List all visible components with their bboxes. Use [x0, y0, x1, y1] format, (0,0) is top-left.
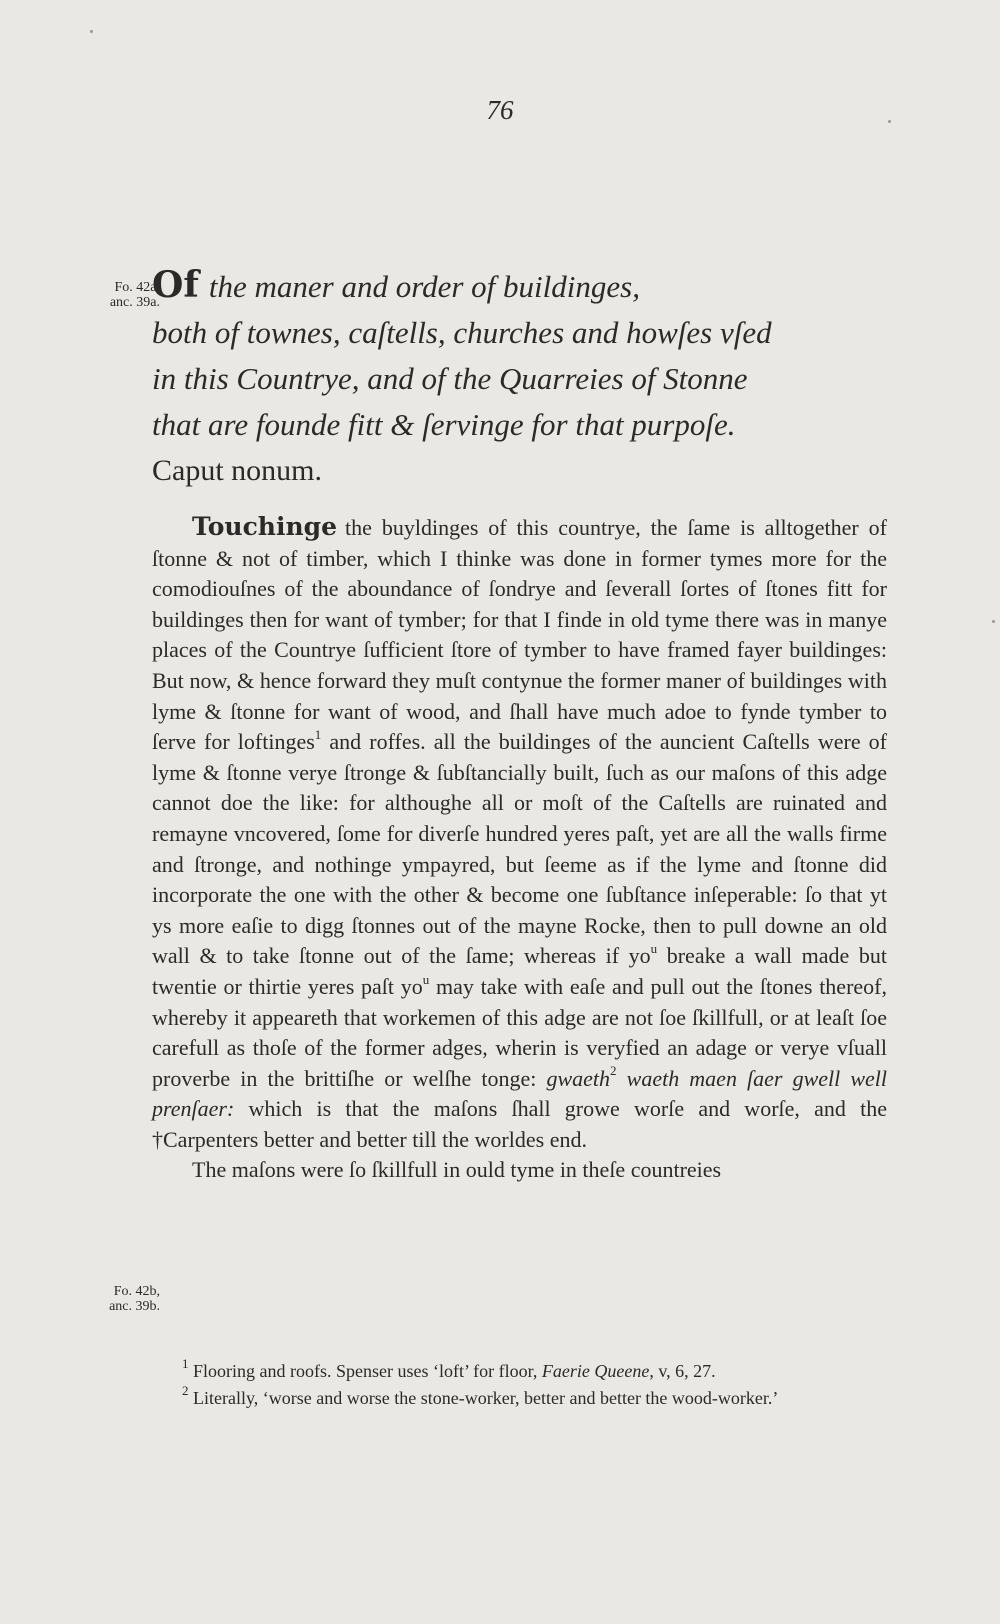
lead-word: Touchinge — [192, 512, 338, 541]
chapter-number: Caput nonum. — [152, 454, 322, 487]
heading-line-text: the maner and order of buildinges, — [208, 269, 640, 304]
margin-note-bottom — [80, 1284, 160, 1314]
footnote-work-title: Faerie Queene — [541, 1361, 650, 1381]
margin-note-line: Fo. 42b, — [113, 1284, 160, 1299]
text-run: which is that the maſons ſhall growe worſe and worſe, and the — [234, 1096, 887, 1122]
text-run: and roffes. all the buildinges of the auncient Caſtells were of lyme & ſtonne verye ſtronge & ſubſtancially built, ſuch as our maſons of this adge cannot doe the like: for althoughe all or moſt of the Caſtells are ruinated and remayne vncovered, ſome for diverſe hundred yeres paſt, yet are all the walls firme and ſtronge, and nothinge ympayred, but ſeeme as if the lyme and ſtonne did incorporate the one with the other & become one ſubſtance inſeperable: ſo that yt ys more eaſie to digg ſtonnes out of the mayne Rocke, then to pull downe an old wall & to take ſtonne out of the ſame; whereas if yo — [152, 729, 887, 969]
superscript: u — [422, 971, 430, 987]
footnote-marker: 2 — [610, 1063, 617, 1079]
paragraph — [152, 512, 887, 1155]
footnotes — [152, 1358, 887, 1412]
welsh-proverb: gwaeth — [546, 1065, 611, 1091]
footnote-number: 1 — [182, 1356, 189, 1371]
paper-speck — [888, 120, 891, 123]
footnote-2 — [152, 1385, 887, 1412]
heading-line: in this Countrye, and of the Quarreies of Stonne — [152, 361, 748, 396]
footnote-number: 2 — [182, 1383, 189, 1398]
margin-note-line: Fo. 42a, — [114, 280, 160, 295]
heading-initial: Of — [152, 264, 199, 306]
superscript: u — [650, 940, 658, 956]
paragraph: The maſons were ſo ſkillfull in ould tyme in theſe countreies — [192, 1157, 722, 1183]
footnote-marker: 1 — [314, 726, 322, 742]
margin-note-top — [80, 280, 160, 310]
footnote-1 — [152, 1358, 887, 1385]
footnote-text: Literally, ‘worse and worse the stone-worker, better and better the wood-worker.’ — [193, 1388, 779, 1408]
text-run: may take with eaſe and pull out the ſtones thereof, whereby it appeareth that workemen of this adge are not ſoe ſkillfull, or at leaſt ſoe carefull as thoſe of the former adges, wherin is veryfied an adage or verye vſuall proverbe in the brittiſhe or welſhe tonge: — [152, 973, 887, 1091]
footnote-text: Flooring and roofs. Spenser uses ‘loft’ for floor, — [193, 1361, 542, 1381]
heading-line: both of townes, caſtells, churches and howſes vſed — [152, 315, 772, 350]
paper-speck — [992, 620, 995, 623]
page-number: 76 — [486, 95, 514, 125]
text-run: the buyldinges of this countrye, the ſame is alltogether of ſtonne & not of timber, which I thinke was done in former tymes more for the comodiouſnes of the aboundance of ſondrye and ſeverall ſortes of ſtones fitt for buildinges then for want of tymber; for that I finde in old tyme there was in manye places of the Countrye ſufficient ſtore of tymber to have framed fayer buildinges: But now, & hence forward they muſt contynue the former maner of buildinges with lyme & ſtonne for want of wood, and ſhall have much adoe to fynde tymber to ſerve for loftinges — [152, 515, 887, 755]
margin-note-line: anc. 39b. — [109, 1299, 160, 1314]
text-run: Carpenters better and better till the worldes end. — [163, 1126, 587, 1152]
heading-line: that are founde fitt & ſervinge for that purpoſe. — [152, 407, 736, 442]
heading-line — [152, 262, 892, 310]
footnote-text: , v, 6, 27. — [649, 1361, 716, 1381]
body-text — [152, 512, 887, 1186]
chapter-heading — [152, 262, 892, 494]
paper-speck — [90, 30, 93, 33]
welsh-proverb: waeth maen ſaer gwell well prenſaer: — [152, 1065, 888, 1122]
text-run: breake a wall made but twentie or thirtie yeres paſt yo — [152, 943, 888, 999]
dagger-mark: † — [152, 1126, 163, 1152]
margin-note-line: anc. 39a. — [109, 295, 160, 310]
